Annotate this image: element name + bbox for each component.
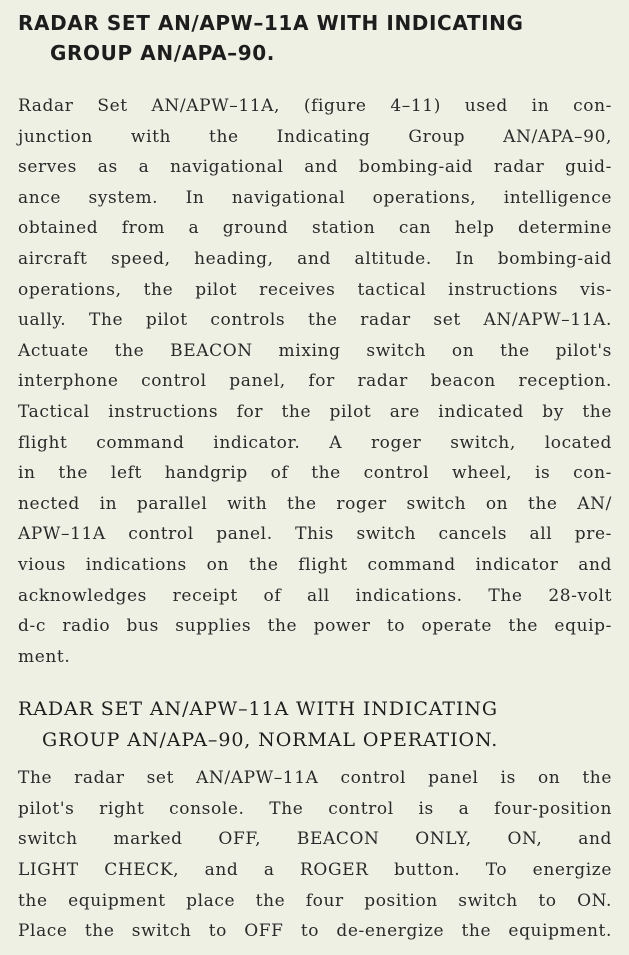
- paragraph-line: Radar Set AN/APW–11A, (figure 4–11) used in con-: [18, 96, 612, 116]
- paragraph-line: obtained from a ground station can help determine: [18, 218, 612, 239]
- paragraph-line: acknowledges receipt of all indications. The 28-volt: [18, 585, 612, 606]
- paragraph-line: vious indications on the flight command indicator and: [18, 554, 612, 575]
- paragraph-line: interphone control panel, for radar beacon reception.: [18, 371, 612, 392]
- paragraph-line: switch marked OFF, BEACON ONLY, ON, and: [18, 829, 612, 850]
- paragraph-line: Tactical instructions for the pilot are indicated by the: [18, 401, 612, 422]
- paragraph-line: pilot's right console. The control is a four-position: [18, 798, 612, 819]
- section-1-paragraph: [18, 91, 612, 672]
- section-1-heading: [18, 8, 612, 68]
- heading-line: RADAR SET AN/APW–11A WITH INDICATING: [18, 11, 524, 35]
- heading-line: GROUP AN/APA–90, NORMAL OPERATION.: [42, 728, 499, 751]
- paragraph-line: ance system. In navigational operations, intelligence: [18, 187, 612, 208]
- paragraph-line: The radar set AN/APW–11A control panel is on the: [18, 768, 612, 789]
- paragraph-line: the equipment place the four position switch to ON.: [18, 890, 612, 911]
- heading-line: GROUP AN/APA–90.: [50, 41, 276, 65]
- paragraph-line: operations, the pilot receives tactical instructions vis-: [18, 279, 612, 300]
- paragraph-line: LIGHT CHECK, and a ROGER button. To energize: [18, 860, 612, 881]
- paragraph-line: ually. The pilot controls the radar set AN/APW–11A.: [18, 310, 612, 331]
- section-2-paragraph: [18, 763, 612, 947]
- paragraph-line: nected in parallel with the roger switch on the AN/: [18, 493, 612, 514]
- paragraph-line: Place the switch to OFF to de-energize the equipment.: [18, 921, 612, 942]
- paragraph-line: in the left handgrip of the control wheel, is con-: [18, 463, 612, 484]
- paragraph-line: junction with the Indicating Group AN/APA–90,: [18, 126, 612, 147]
- paragraph-line: d-c radio bus supplies the power to operate the equip-: [18, 616, 612, 637]
- paragraph-line: Actuate the BEACON mixing switch on the pilot's: [18, 340, 612, 361]
- paragraph-line: ment.: [18, 646, 71, 667]
- paragraph-line: flight command indicator. A roger switch, located: [18, 432, 612, 453]
- heading-line: RADAR SET AN/APW–11A WITH INDICATING: [18, 698, 498, 721]
- paragraph-line: APW–11A control panel. This switch cancels all pre-: [18, 524, 612, 545]
- paragraph-line: serves as a navigational and bombing-aid radar guid-: [18, 157, 612, 178]
- paragraph-line: aircraft speed, heading, and altitude. In bombing-aid: [18, 248, 612, 269]
- section-2-heading: [18, 694, 612, 755]
